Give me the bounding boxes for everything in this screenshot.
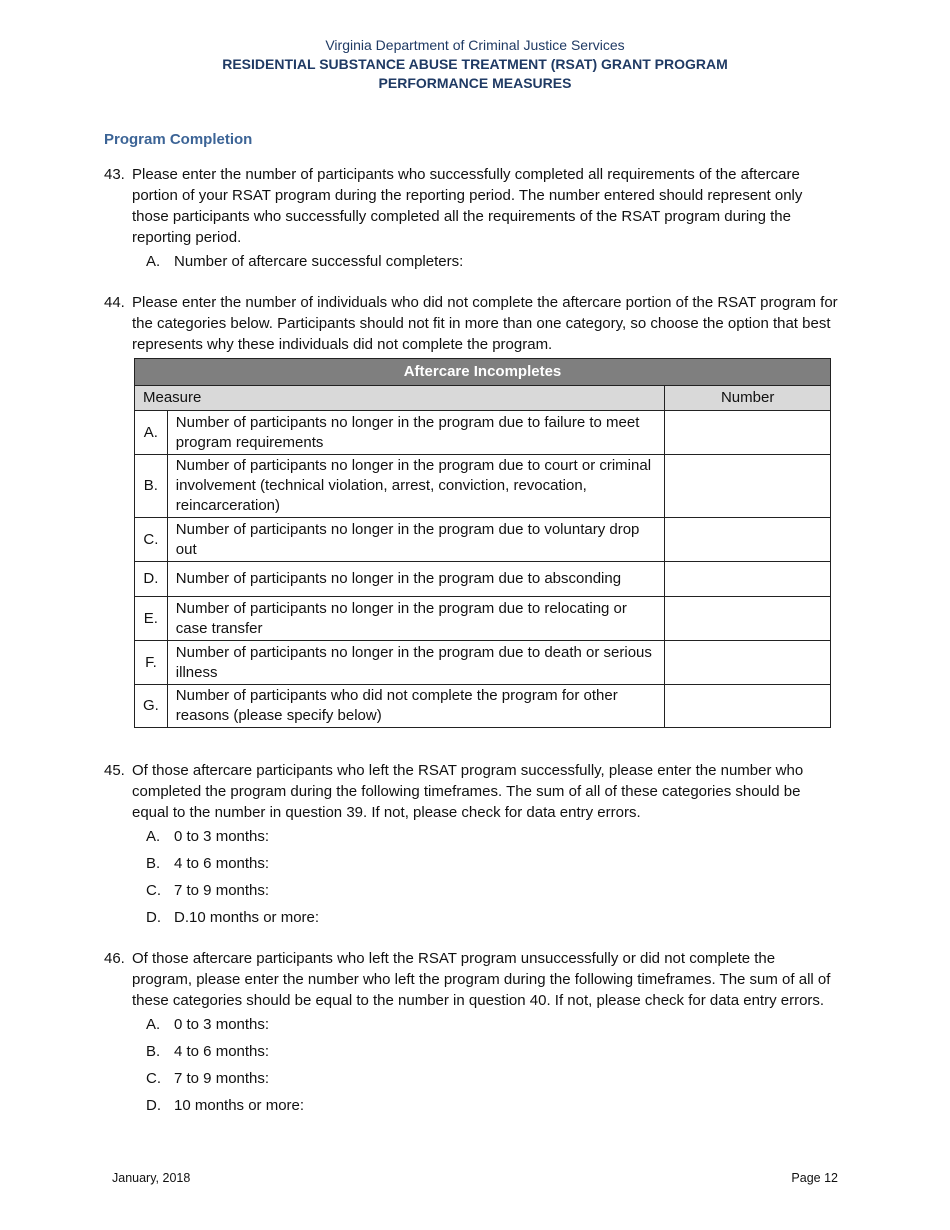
- subitem-list: [146, 826, 839, 934]
- row-measure: Number of participants no longer in the program due to failure to meet program requirements: [167, 411, 665, 455]
- table-header-row: [135, 386, 831, 411]
- number-cell[interactable]: [665, 411, 831, 455]
- item-letter: A.: [146, 828, 161, 845]
- item-label: 4 to 6 months:: [174, 855, 270, 872]
- row-measure: Number of participants no longer in the program due to court or criminal involvement (technical violation, arrest, conviction, revocation, reincarceration): [167, 455, 665, 518]
- list-item[interactable]: [146, 853, 839, 880]
- question-number: 44.: [104, 294, 125, 311]
- item-letter: D.: [146, 909, 161, 926]
- number-cell[interactable]: [665, 597, 831, 641]
- table-row: [135, 641, 831, 685]
- list-item[interactable]: [146, 1014, 839, 1041]
- table-title: Aftercare Incompletes: [135, 359, 831, 386]
- table-row: [135, 518, 831, 562]
- item-label: 7 to 9 months:: [174, 1070, 270, 1087]
- program-title: RESIDENTIAL SUBSTANCE ABUSE TREATMENT (RSAT) GRANT PROGRAM: [222, 56, 728, 72]
- column-header-measure: Measure: [135, 386, 665, 411]
- document-subtitle: PERFORMANCE MEASURES: [378, 75, 572, 91]
- row-measure: Number of participants no longer in the program due to absconding: [167, 562, 665, 597]
- aftercare-incompletes-table: [134, 358, 831, 728]
- item-letter: A.: [146, 253, 161, 270]
- row-letter: E.: [135, 597, 168, 641]
- list-item[interactable]: [146, 1095, 839, 1122]
- list-item[interactable]: [146, 1068, 839, 1095]
- number-cell[interactable]: [665, 562, 831, 597]
- number-cell[interactable]: [665, 685, 831, 728]
- question-46: [104, 948, 839, 1122]
- row-letter: A.: [135, 411, 168, 455]
- question-text: Please enter the number of participants who successfully completed all requirements of the aftercare portion of your RSAT program during the reporting period. The number entered should represent only those participants who successfully completed all the requirements of the RSAT program during the reporting period.: [132, 166, 803, 246]
- section-title: Program Completion: [104, 131, 253, 148]
- subitem-list: [146, 251, 839, 278]
- row-letter: D.: [135, 562, 168, 597]
- question-number: 45.: [104, 762, 125, 779]
- row-letter: F.: [135, 641, 168, 685]
- item-label: 10 months or more:: [174, 1097, 305, 1114]
- item-label: 0 to 3 months:: [174, 828, 270, 845]
- page-header: [0, 36, 950, 93]
- number-cell[interactable]: [665, 455, 831, 518]
- item-letter: A.: [146, 1016, 161, 1033]
- subitem-list: [146, 1014, 839, 1122]
- row-measure: Number of participants no longer in the program due to relocating or case transfer: [167, 597, 665, 641]
- item-letter: B.: [146, 855, 161, 872]
- agency-name: Virginia Department of Criminal Justice Services: [325, 37, 625, 53]
- footer-page-number: Page 12: [791, 1171, 838, 1185]
- question-text: Please enter the number of individuals who did not complete the aftercare portion of the RSAT program for the categories below. Participants should not fit in more than one category, so choose the option that best represents why these individuals did not complete the program.: [132, 294, 838, 353]
- table-row: [135, 685, 831, 728]
- question-text: Of those aftercare participants who left the RSAT program successfully, please enter the number who completed the program during the following timeframes. The sum of all of these categories should be equal to the number in question 39. If not, please check for data entry errors.: [132, 762, 804, 821]
- item-letter: D.: [146, 1097, 161, 1114]
- table-row: [135, 411, 831, 455]
- column-header-number: Number: [665, 386, 831, 411]
- item-letter: C.: [146, 882, 161, 899]
- question-text: Of those aftercare participants who left the RSAT program unsuccessfully or did not complete the program, please enter the number who left the program during the following timeframes. The sum of all of these categories should be equal to the number in question 40. If not, please check for data entry errors.: [132, 950, 831, 1009]
- number-cell[interactable]: [665, 641, 831, 685]
- item-letter: C.: [146, 1070, 161, 1087]
- list-item[interactable]: [146, 251, 839, 278]
- question-number: 46.: [104, 950, 125, 967]
- row-measure: Number of participants no longer in the program due to death or serious illness: [167, 641, 665, 685]
- question-number: 43.: [104, 166, 125, 183]
- question-44: [104, 292, 839, 355]
- list-item[interactable]: [146, 826, 839, 853]
- item-label: 0 to 3 months:: [174, 1016, 270, 1033]
- item-label: Number of aftercare successful completers:: [174, 253, 464, 270]
- footer-date: January, 2018: [112, 1171, 191, 1185]
- question-43: [104, 164, 839, 278]
- row-measure: Number of participants who did not complete the program for other reasons (please specify below): [167, 685, 665, 728]
- list-item[interactable]: [146, 907, 839, 934]
- list-item[interactable]: [146, 880, 839, 907]
- list-item[interactable]: [146, 1041, 839, 1068]
- item-label: 7 to 9 months:: [174, 882, 270, 899]
- row-letter: G.: [135, 685, 168, 728]
- table-row: [135, 455, 831, 518]
- question-45: [104, 760, 839, 934]
- table-row: [135, 562, 831, 597]
- table-row: [135, 597, 831, 641]
- row-letter: B.: [135, 455, 168, 518]
- item-label: 4 to 6 months:: [174, 1043, 270, 1060]
- row-letter: C.: [135, 518, 168, 562]
- row-measure: Number of participants no longer in the program due to voluntary drop out: [167, 518, 665, 562]
- item-label: D.10 months or more:: [174, 909, 320, 926]
- item-letter: B.: [146, 1043, 161, 1060]
- number-cell[interactable]: [665, 518, 831, 562]
